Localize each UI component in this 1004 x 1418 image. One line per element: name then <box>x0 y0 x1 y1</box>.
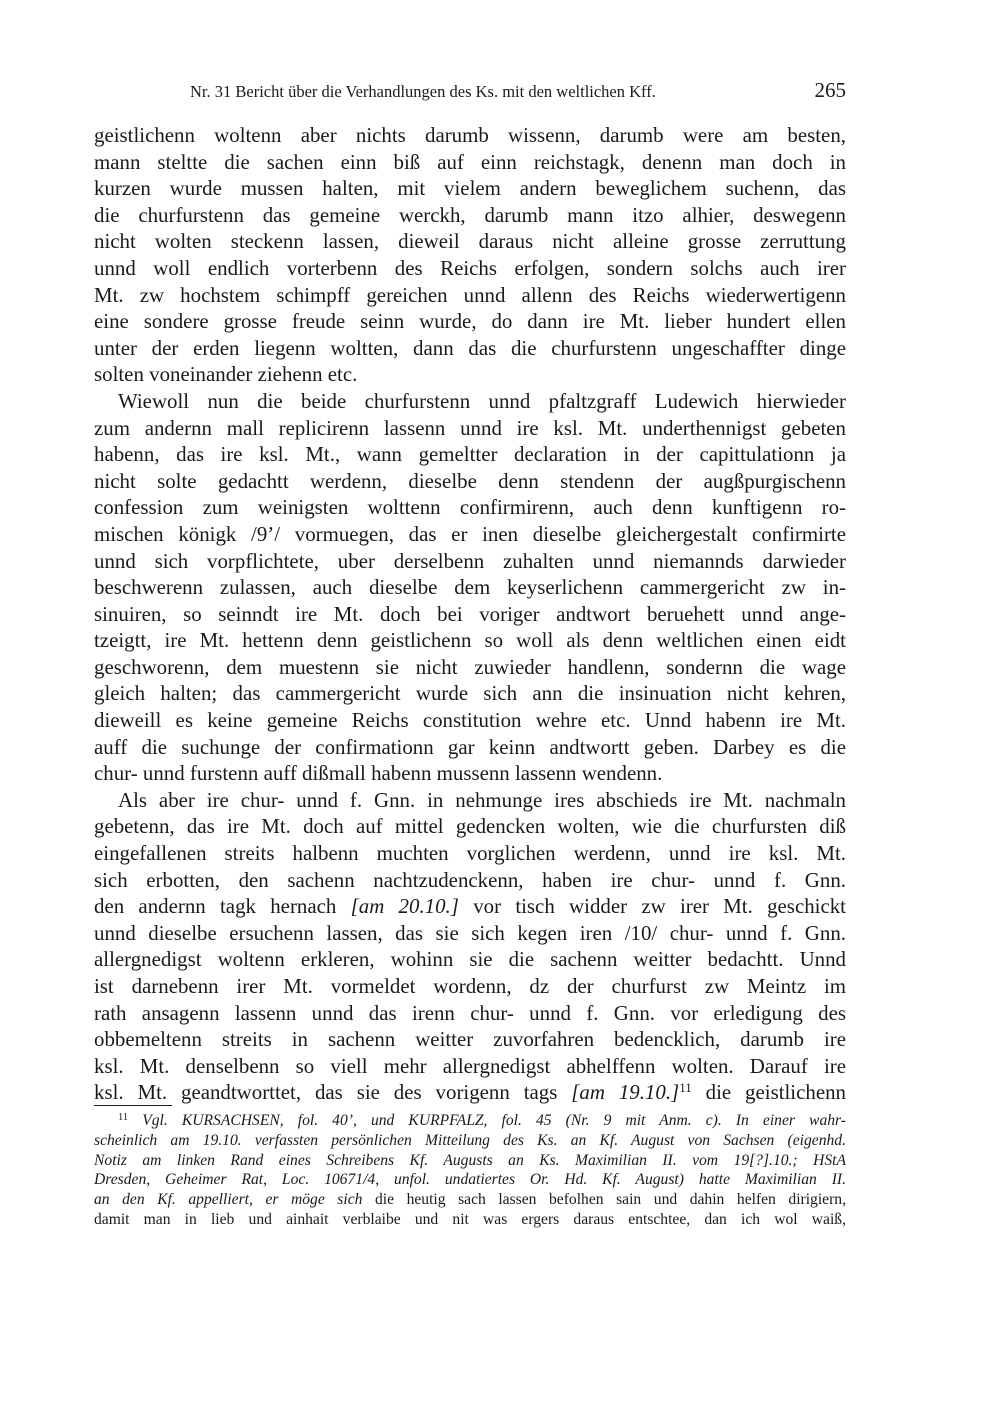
paragraph-3 <box>94 787 846 1106</box>
text-line: zum andernn mall replicirenn lassenn unnd ire ksl. Mt. underthennigst gebeten <box>94 415 846 440</box>
footnote-line <box>94 1111 846 1131</box>
editorial-date-note-with-ref <box>571 1080 691 1104</box>
text-line: sinuiren, so seinndt ire Mt. doch bei voriger andtwort beruehett unnd ange- <box>94 601 846 626</box>
text-segment: die geistlichenn <box>705 1080 846 1105</box>
text-line: Wiewoll nun die beide churfurstenn unnd pfaltzgraff Ludewich hierwieder <box>118 388 846 413</box>
text-line: rath ansagenn lassenn unnd das irenn chur- unnd f. Gnn. vor erledigung des <box>94 1000 846 1025</box>
paragraph-2 <box>94 388 846 787</box>
text-segment: vor tisch widder zw irer Mt. geschickt <box>473 894 846 919</box>
footnote-line: damit man in lieb und ainhait verblaibe und nit was ergers daraus entschtee, dan ich wol waiß, <box>94 1210 846 1228</box>
text-line: unnd sich vorpflichtete, uber derselbenn zuhalten unnd niemannds darwieder <box>94 548 846 573</box>
footnote-line: Dresden, Geheimer Rat, Loc. 10671/4, unfol. undatiertes Or. Hd. Kf. August) hatte Maximilian II. <box>94 1171 846 1189</box>
text-line: dieweill es keine gemeine Reichs constitution wehre etc. Unnd habenn ire Mt. <box>94 708 846 733</box>
footnote-marker: 11 <box>118 1112 129 1123</box>
text-line: ksl. Mt. denselbenn so viell mehr allergnedigst abhelffenn wolten. Darauf ire <box>94 1053 846 1078</box>
text-line <box>94 893 846 920</box>
text-line: nicht solte gedachtt werdenn, dieselbe denn stendenn der augßpurgischenn <box>94 468 846 493</box>
footnote-rule <box>94 1105 172 1106</box>
text-line: confession zum weinigsten wolttenn confirmirenn, auch denn kunftigenn ro- <box>94 495 846 520</box>
footnote-line <box>94 1190 846 1210</box>
text-line <box>94 1079 846 1106</box>
text-line: gebetenn, das ire Mt. doch auf mittel gedencken wolten, wie die churfursten diß <box>94 814 846 839</box>
text-line: beschwerenn zulassen, auch dieselbe dem keyserlichenn cammergericht zw in- <box>94 575 846 600</box>
footnote-line: Notiz am linken Rand eines Schreibens Kf. Augusts an Ks. Maximilian II. vom 19[?].10.; HStA <box>94 1151 846 1169</box>
text-line: die churfurstenn das gemeine werckh, darumb mann itzo alhier, deswegenn <box>94 202 846 227</box>
text-line: gleich halten; das cammergericht wurde sich ann die insinuation nicht kehren, <box>94 681 846 706</box>
text-line: Mt. zw hochstem schimpff gereichen unnd allenn des Reichs wiederwertigenn <box>94 282 846 307</box>
text-line: mann steltte die sachen einn biß auf einn reichstagk, denenn man doch in <box>94 149 846 174</box>
text-line: sich erbotten, den sachenn nachtzudenckenn, haben ire chur- unnd f. Gnn. <box>94 867 846 892</box>
editorial-date-note: [am 20.10.] <box>350 894 459 919</box>
footnote-quote-segment: die heutig sach lassen befolhen sain und dahin helfen dirigiern, <box>374 1191 846 1209</box>
text-line: unter der erden liegenn woltten, dann das die churfurstenn ungeschaffter dinge <box>94 335 846 360</box>
text-line: tzeigtt, ire Mt. hettenn denn geistlichenn so woll als denn weltlichen einen eidt <box>94 628 846 653</box>
text-segment: den andernn tagk hernach <box>94 894 337 919</box>
text-line: chur- unnd furstenn auff dißmall habenn mussenn lassenn wendenn. <box>94 761 663 786</box>
footnote-italic-segment: an den Kf. appelliert, er möge sich <box>94 1191 363 1209</box>
text-line: auff die suchunge der confirmationn gar keinn andtwortt geben. Darbey es die <box>94 734 846 759</box>
text-line: unnd woll endlich vorterbenn des Reichs erfolgen, sondern solchs auch irer <box>94 255 846 280</box>
text-line: unnd dieselbe ersuchenn lassen, das sie sich kegen iren /10/ chur- unnd f. Gnn. <box>94 920 846 945</box>
text-line: kurzen wurde mussen halten, mit vielem andern beweglichem suchenn, das <box>94 176 846 201</box>
running-head: Nr. 31 Bericht über die Verhandlungen des Ks. mit den weltlichen Kff. <box>190 82 656 101</box>
text-line: eingefallenen streits halbenn muchten vorglichen werdenn, unnd ire ksl. Mt. <box>94 841 846 866</box>
footnote-reference: 11 <box>679 1080 692 1096</box>
text-line: geschworenn, dem muestenn sie nicht zuwieder handlenn, sondernn die wage <box>94 654 846 679</box>
footnote-text: Vgl. KURSACHSEN, fol. 40’, und KURPFALZ, fol. 45 (Nr. 9 mit Anm. c). In einer wahr- <box>142 1112 846 1129</box>
text-segment: ksl. Mt. geandtworttet, das sie des vorigenn tags <box>94 1080 558 1105</box>
text-line: ist darnebenn irer Mt. vormeldet wordenn, dz der churfurst zw Meintz im <box>94 974 846 998</box>
text-line: habenn, das ire ksl. Mt., wann gemeltter declaration in der capittulationn ja <box>94 442 846 467</box>
page-number: 265 <box>814 78 846 102</box>
text-line: allergnedigst woltenn erkleren, wohinn sie die sachenn weitter bedachtt. Unnd <box>94 947 846 972</box>
text-line: solten voneinander ziehenn etc. <box>94 362 358 387</box>
text-line: Als aber ire chur- unnd f. Gnn. in nehmunge ires abschieds ire Mt. nachmaln <box>118 787 846 812</box>
page-header <box>94 78 846 108</box>
editorial-date-note: [am 19.10.] <box>571 1080 680 1105</box>
text-line: eine sondere grosse freude seinn wurde, do dann ire Mt. lieber hundert ellen <box>94 309 846 334</box>
main-text <box>94 122 846 1106</box>
paragraph-1 <box>94 122 846 388</box>
text-line: mischen königk /9’/ vormuegen, das er inen dieselbe gleichergestalt confirmirte <box>94 521 846 546</box>
text-line: obbemeltenn streits in sachenn weitter zuvorfahren bedencklich, darumb ire <box>94 1027 846 1052</box>
footnote <box>94 1111 846 1230</box>
footnote-line: scheinlich am 19.10. verfassten persönlichen Mitteilung des Ks. an Kf. August von Sachsen (eigenhd. <box>94 1131 846 1149</box>
text-line: nicht wolten steckenn lassen, dieweil daraus nicht alleine grosse zerruttung <box>94 229 846 254</box>
text-line: geistlichenn woltenn aber nichts darumb wissenn, darumb were am besten, <box>94 123 846 147</box>
